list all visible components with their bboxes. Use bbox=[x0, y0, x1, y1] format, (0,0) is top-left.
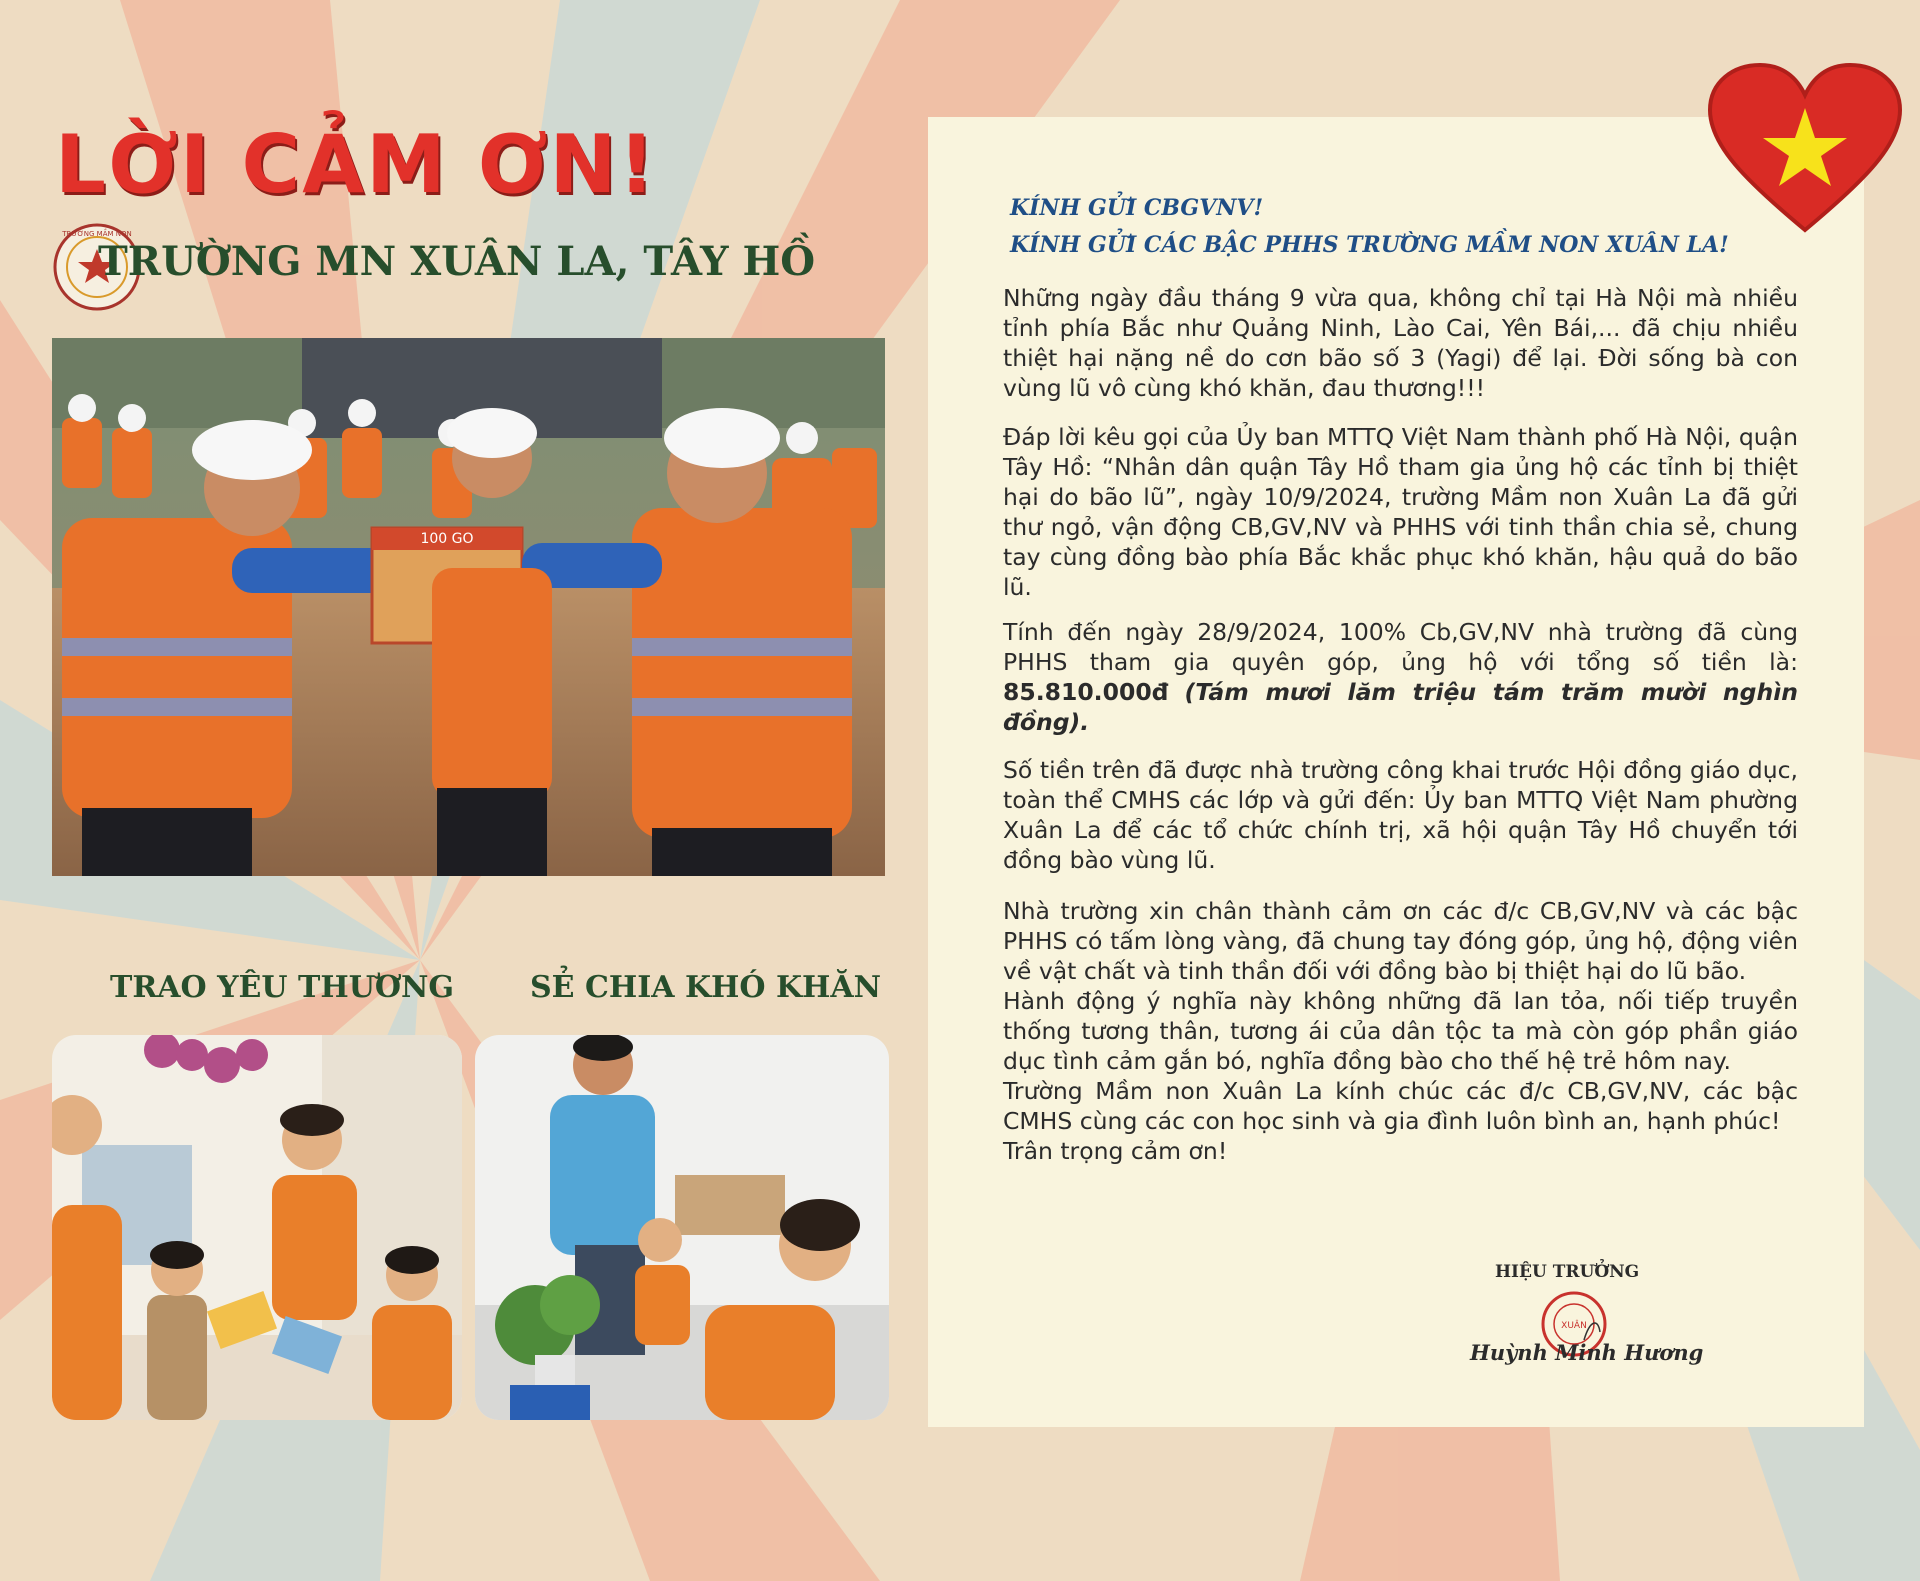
donation-amount-words: (Tám mươi lăm triệu tám trăm mười nghìn đồng). bbox=[1003, 678, 1798, 736]
teacher-children-photo bbox=[52, 1035, 462, 1420]
greeting-staff: KÍNH GỬI CBGVNV! bbox=[1010, 195, 1264, 221]
volunteers-photo bbox=[52, 338, 885, 876]
vietnam-flag-heart-icon bbox=[1705, 60, 1905, 240]
school-name: TRƯỜNG MN XUÂN LA, TÂY HỒ bbox=[98, 238, 816, 285]
greeting-parents: KÍNH GỬI CÁC BẬC PHHS TRƯỜNG MẦM NON XUÂN LA! bbox=[1010, 232, 1729, 258]
parent-donation-photo bbox=[475, 1035, 889, 1420]
signature-title: HIỆU TRƯỞNG bbox=[1495, 1262, 1640, 1282]
meaning-line: Hành động ý nghĩa này không những đã lan tỏa, nối tiếp truyền thống tương thân, tương ái của dân tộc ta mà còn góp phần giáo dục tình cảm gắn bó, nghĩa đồng bào cho thế hệ trẻ hôm nay. bbox=[1003, 987, 1798, 1075]
donation-intro: Tính đến ngày 28/9/2024, 100% Cb,GV,NV nhà trường đã cùng PHHS tham gia quyên góp, ủng hộ với tổng số tiền là: bbox=[1003, 618, 1798, 676]
letter-paragraph-5 bbox=[1003, 896, 1798, 1166]
caption-trao-yeu-thuong: TRAO YÊU THƯƠNG bbox=[110, 970, 455, 1005]
letter-paragraph-4: Số tiền trên đã được nhà trường công khai trước Hội đồng giáo dục, toàn thể CMHS các lớp và gửi đến: Ủy ban MTTQ Việt Nam phường Xuân La để các tổ chức chính trị, xã hội quận Tây Hồ chuyển tới đồng bào vùng lũ. bbox=[1003, 756, 1798, 874]
principal-name: Huỳnh Minh Hương bbox=[1470, 1340, 1704, 1365]
page-title: LỜI CẢM ƠN! bbox=[55, 118, 657, 211]
svg-text:100 GO: 100 GO bbox=[420, 531, 474, 547]
svg-text:TRƯỜNG MẦM NON: TRƯỜNG MẦM NON bbox=[62, 230, 132, 238]
letter-paragraph-3 bbox=[1003, 617, 1798, 737]
letter-paragraph-1: Những ngày đầu tháng 9 vừa qua, không chỉ tại Hà Nội mà nhiều tỉnh phía Bắc như Quảng Ninh, Lào Cai, Yên Bái,... đã chịu nhiều thiệt hại nặng nề do cơn bão số 3 (Yagi) để lại. Đời sống bà con vùng lũ vô cùng khó khăn, đau thương!!! bbox=[1003, 284, 1798, 402]
caption-se-chia-kho-khan: SẺ CHIA KHÓ KHĂN bbox=[530, 970, 882, 1005]
svg-text:XUÂN: XUÂN bbox=[1561, 1321, 1587, 1331]
closing-line: Trân trọng cảm ơn! bbox=[1003, 1137, 1228, 1165]
thanks-line: Nhà trường xin chân thành cảm ơn các đ/c CB,GV,NV và các bậc PHHS có tấm lòng vàng, đã chung tay đóng góp, ủng hộ, động viên về vật chất và tinh thần đối với đồng bào bị thiệt hại do lũ bão. bbox=[1003, 897, 1798, 985]
donation-amount: 85.810.000đ bbox=[1003, 678, 1169, 706]
letter-paragraph-2: Đáp lời kêu gọi của Ủy ban MTTQ Việt Nam thành phố Hà Nội, quận Tây Hồ: “Nhân dân quận Tây Hồ tham gia ủng hộ các tỉnh bị thiệt hại do bão lũ”, ngày 10/9/2024, trường Mầm non Xuân La đã gửi thư ngỏ, vận động CB,GV,NV và PHHS với tinh thần chia sẻ, chung tay cùng đồng bào phía Bắc khắc phục khó khăn, hậu quả do bão lũ. bbox=[1003, 423, 1798, 601]
wishes-line: Trường Mầm non Xuân La kính chúc các đ/c CB,GV,NV, các bậc CMHS cùng các con học sinh và gia đình luôn bình an, hạnh phúc! bbox=[1003, 1077, 1798, 1135]
